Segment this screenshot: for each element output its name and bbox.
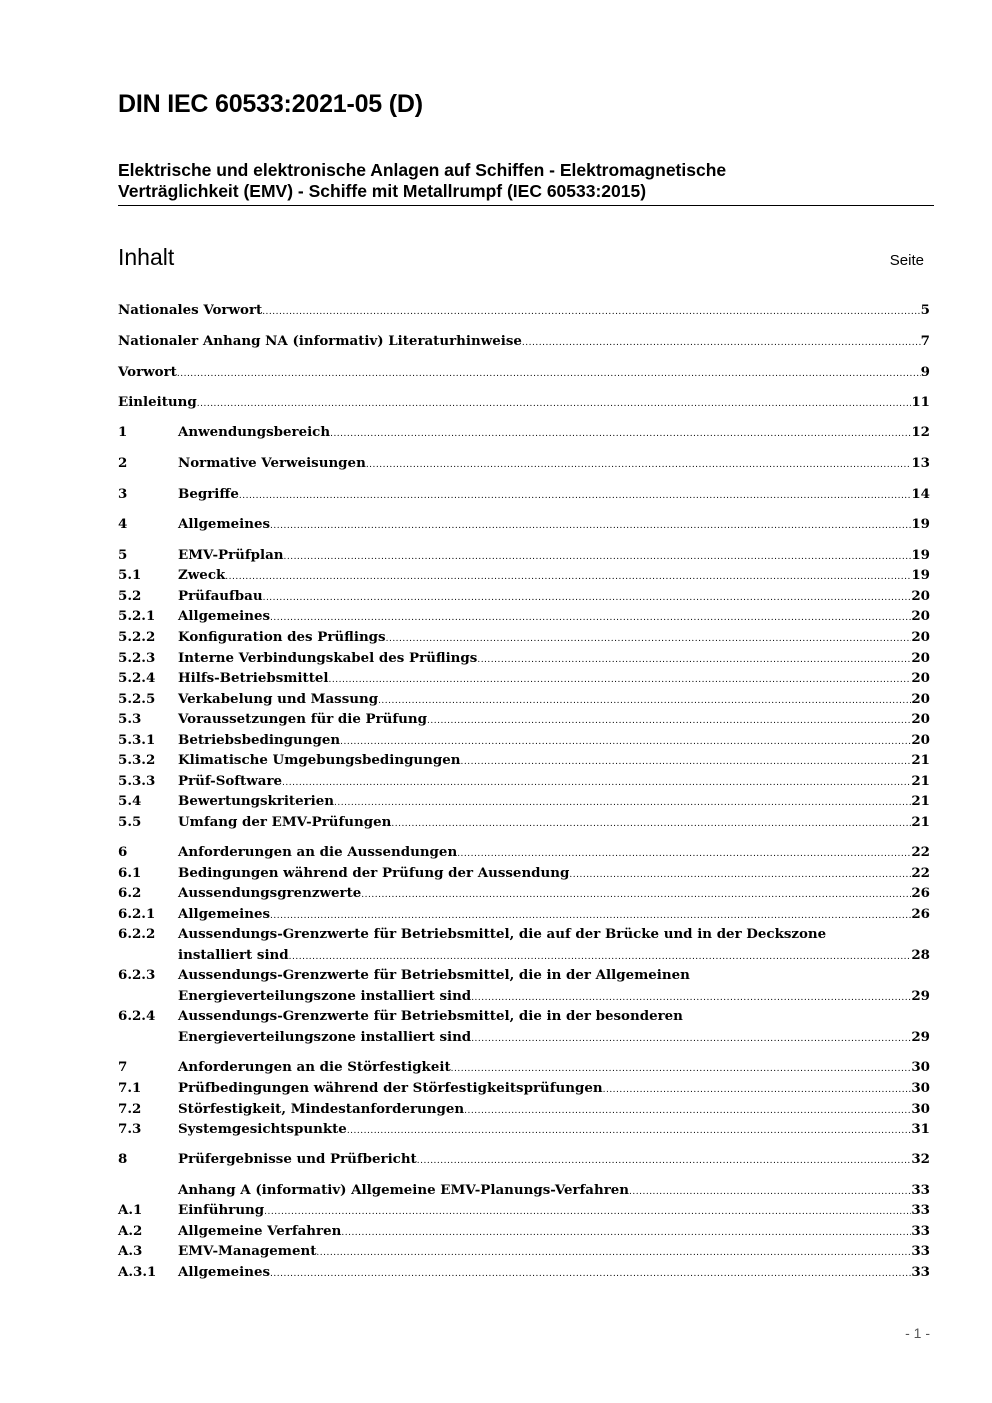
toc-entry-page: 20	[911, 608, 930, 624]
toc-entry[interactable]	[118, 773, 930, 793]
toc-leader-dots	[471, 993, 911, 1003]
toc-entry-title: Allgemeines	[178, 1264, 271, 1280]
toc-entry-title: Anforderungen an die Aussendungen	[178, 844, 458, 860]
toc-entry-title: EMV-Prüfplan	[178, 547, 284, 563]
toc-entry-title: Normative Verweisungen	[178, 455, 366, 471]
toc-entry-title: Allgemeines	[178, 906, 271, 922]
subtitle-line-2: Verträglichkeit (EMV) - Schiffe mit Metallrumpf (IEC 60533:2015)	[118, 181, 647, 201]
toc-leader-dots	[329, 675, 912, 685]
toc-entry-number: 6.2	[118, 885, 142, 901]
toc-entry-page: 19	[911, 547, 930, 563]
toc-entry-page: 5	[920, 302, 930, 318]
toc-entry-page: 28	[911, 947, 930, 963]
toc-entry-page: 21	[911, 814, 930, 830]
toc-leader-dots	[316, 1248, 911, 1258]
toc-entry-title: Störfestigkeit, Mindestanforderungen	[178, 1101, 465, 1117]
toc-leader-dots	[263, 593, 912, 603]
toc-entry-page: 13	[911, 455, 930, 471]
toc-leader-dots	[391, 819, 911, 829]
toc-entry-title: Prüf-Software	[178, 773, 283, 789]
toc-entry[interactable]	[118, 1029, 930, 1049]
toc-entry-title: Allgemeines	[178, 608, 271, 624]
toc-entry-title: Aussendungs-Grenzwerte für Betriebsmittel, die in der besonderen	[178, 1008, 683, 1024]
toc-entry[interactable]	[118, 885, 930, 905]
toc-entry[interactable]	[118, 629, 930, 649]
toc-entry[interactable]	[118, 1008, 930, 1028]
toc-entry[interactable]	[118, 650, 930, 670]
toc-entry[interactable]	[118, 906, 930, 926]
toc-entry-page: 19	[911, 567, 930, 583]
toc-entry-page: 19	[911, 516, 930, 532]
toc-entry-page: 20	[911, 691, 930, 707]
toc-entry-number: 5.4	[118, 793, 142, 809]
toc-entry[interactable]	[118, 752, 930, 772]
toc-entry-page: 31	[911, 1121, 930, 1137]
toc-leader-dots	[629, 1187, 911, 1197]
toc-leader-dots	[417, 1156, 912, 1166]
toc-entry-number: 3	[118, 486, 128, 502]
toc-entry-title: Bewertungskriterien	[178, 793, 335, 809]
toc-entry-page: 22	[911, 844, 930, 860]
toc-entry[interactable]	[118, 364, 930, 384]
toc-entry-number: 6.2.1	[118, 906, 156, 922]
toc-entry-title: Allgemeines	[178, 516, 271, 532]
toc-entry[interactable]	[118, 1202, 930, 1222]
toc-entry-number: 5.1	[118, 567, 142, 583]
toc-entry-page: 26	[911, 885, 930, 901]
toc-entry-page: 33	[911, 1223, 930, 1239]
toc-entry-title: Prüfergebnisse und Prüfbericht	[178, 1151, 417, 1167]
toc-entry-title: Verkabelung und Massung	[178, 691, 379, 707]
toc-entry[interactable]	[118, 1243, 930, 1263]
toc-entry-title: Konfiguration des Prüflings	[178, 629, 386, 645]
toc-entry[interactable]	[118, 865, 930, 885]
toc-entry-page: 21	[911, 793, 930, 809]
toc-entry-title: Prüfaufbau	[178, 588, 263, 604]
toc-entry[interactable]	[118, 1223, 930, 1243]
toc-entry-number: 5.2.2	[118, 629, 156, 645]
toc-entry-number: 8	[118, 1151, 128, 1167]
toc-leader-dots	[283, 552, 911, 562]
toc-entry[interactable]	[118, 691, 930, 711]
toc-leader-dots	[239, 491, 912, 501]
toc-entry-page: 20	[911, 711, 930, 727]
toc-entry-number: 7.3	[118, 1121, 142, 1137]
toc-entry-number: 5.3	[118, 711, 142, 727]
toc-leader-dots	[427, 716, 911, 726]
toc-entry-title: Aussendungsgrenzwerte	[178, 885, 362, 901]
toc-leader-dots	[264, 1207, 911, 1217]
toc-leader-dots	[366, 460, 912, 470]
toc-entry-page: 20	[911, 732, 930, 748]
toc-entry[interactable]	[118, 1101, 930, 1121]
toc-entry[interactable]	[118, 926, 930, 946]
toc-leader-dots	[225, 572, 911, 582]
toc-leader-dots	[386, 634, 912, 644]
toc-entry-number: 5.2.3	[118, 650, 156, 666]
toc-leader-dots	[361, 890, 911, 900]
toc-leader-dots	[270, 613, 911, 623]
toc-entry[interactable]	[118, 394, 930, 414]
toc-entry-title: Umfang der EMV-Prüfungen	[178, 814, 392, 830]
toc-entry[interactable]	[118, 302, 930, 322]
toc-entry-number: 6	[118, 844, 128, 860]
toc-entry-title: Interne Verbindungskabel des Prüflings	[178, 650, 478, 666]
toc-entry-title: Klimatische Umgebungsbedingungen	[178, 752, 461, 768]
toc-leader-dots	[270, 521, 911, 531]
toc-entry-number: 6.1	[118, 865, 142, 881]
toc-entry[interactable]	[118, 1264, 930, 1284]
toc-entry[interactable]	[118, 1080, 930, 1100]
toc-entry[interactable]	[118, 424, 930, 444]
toc-entry-title: Voraussetzungen für die Prüfung	[178, 711, 427, 727]
toc-entry[interactable]	[118, 333, 930, 353]
toc-entry-page: 7	[920, 333, 930, 349]
toc-entry[interactable]	[118, 567, 930, 587]
toc-entry[interactable]	[118, 988, 930, 1008]
toc-entry-page: 30	[911, 1101, 930, 1117]
toc-leader-dots	[461, 757, 912, 767]
toc-entry-title: Energieverteilungszone installiert sind	[178, 1029, 472, 1045]
toc-entry-title: Betriebsbedingungen	[178, 732, 341, 748]
toc-entry-number: A.3.1	[118, 1264, 157, 1280]
toc-leader-dots	[330, 429, 911, 439]
toc-entry-title: Vorwort	[118, 364, 177, 380]
page-number: - 1 -	[905, 1325, 930, 1341]
toc-leader-dots	[378, 696, 911, 706]
toc-entry-page: 29	[911, 988, 930, 1004]
toc-entry-title: Zweck	[178, 567, 226, 583]
toc-leader-dots	[477, 655, 911, 665]
toc-entry-page: 20	[911, 588, 930, 604]
toc-entry[interactable]	[118, 947, 930, 967]
toc-entry[interactable]	[118, 516, 930, 536]
toc-entry[interactable]	[118, 1151, 930, 1171]
toc-entry-number: 1	[118, 424, 128, 440]
toc-entry-page: 26	[911, 906, 930, 922]
toc-entry-page: 29	[911, 1029, 930, 1045]
toc-entry[interactable]	[118, 732, 930, 752]
toc-entry-title: Allgemeine Verfahren	[178, 1223, 342, 1239]
toc-entry[interactable]	[118, 1121, 930, 1141]
toc-entry[interactable]	[118, 844, 930, 864]
toc-entry-number: 4	[118, 516, 128, 532]
toc-entry-title: Energieverteilungszone installiert sind	[178, 988, 472, 1004]
toc-entry-page: 33	[911, 1202, 930, 1218]
document-subtitle	[118, 160, 934, 206]
toc-leader-dots	[270, 911, 911, 921]
subtitle-line-1: Elektrische und elektronische Anlagen auf Schiffen - Elektromagnetische	[118, 160, 727, 180]
toc-leader-dots	[334, 798, 911, 808]
toc-entry[interactable]	[118, 588, 930, 608]
toc-entry-number: 6.2.3	[118, 967, 156, 983]
toc-entry-title: Systemgesichtspunkte	[178, 1121, 347, 1137]
toc-entry-number: 7	[118, 1059, 128, 1075]
toc-entry-page: 21	[911, 773, 930, 789]
toc-entry-page: 20	[911, 670, 930, 686]
toc-entry-title: Aussendungs-Grenzwerte für Betriebsmittel, die in der Allgemeinen	[178, 967, 690, 983]
toc-entry[interactable]	[118, 967, 930, 987]
toc-entry-title: Einleitung	[118, 394, 197, 410]
toc-entry-title: Aussendungs-Grenzwerte für Betriebsmittel, die auf der Brücke und in der Deckszone	[178, 926, 827, 942]
toc-entry-page: 14	[911, 486, 930, 502]
toc-entry-number: 5.3.2	[118, 752, 156, 768]
toc-leader-dots	[451, 1064, 912, 1074]
toc-entry-title: Nationales Vorwort	[118, 302, 263, 318]
toc-leader-dots	[347, 1126, 912, 1136]
toc-entry[interactable]	[118, 1182, 930, 1202]
toc-entry-number: 5.5	[118, 814, 142, 830]
toc-entry-number: 5.2	[118, 588, 142, 604]
toc-leader-dots	[464, 1106, 911, 1116]
toc-entry-page: 22	[911, 865, 930, 881]
toc-leader-dots	[522, 338, 921, 348]
toc-entry-page: 11	[911, 394, 930, 410]
toc-entry-title: Anforderungen an die Störfestigkeit	[178, 1059, 451, 1075]
toc-entry[interactable]	[118, 814, 930, 834]
toc-leader-dots	[569, 870, 911, 880]
document-title: DIN IEC 60533:2021-05 (D)	[118, 90, 423, 118]
toc-entry-number: A.2	[118, 1223, 143, 1239]
toc-entry-number: 7.2	[118, 1101, 142, 1117]
toc-entry-page: 33	[911, 1264, 930, 1280]
toc-entry-number: 7.1	[118, 1080, 142, 1096]
toc-entry-title: installiert sind	[178, 947, 289, 963]
toc-entry-number: 6.2.2	[118, 926, 156, 942]
toc-entry-page: 30	[911, 1059, 930, 1075]
toc-entry-page: 12	[911, 424, 930, 440]
toc-entry-title: Bedingungen während der Prüfung der Aussendung	[178, 865, 570, 881]
toc-leader-dots	[471, 1034, 911, 1044]
toc-entry-title: Anhang A (informativ) Allgemeine EMV-Planungs-Verfahren	[178, 1182, 630, 1198]
toc-entry-number: 5.2.5	[118, 691, 156, 707]
toc-entry[interactable]	[118, 608, 930, 628]
toc-leader-dots	[282, 778, 911, 788]
toc-entry-title: Prüfbedingungen während der Störfestigkeitsprüfungen	[178, 1080, 603, 1096]
toc-leader-dots	[270, 1269, 911, 1279]
toc-entry-number: 5	[118, 547, 128, 563]
toc-entry[interactable]	[118, 547, 930, 567]
toc-entry-number: 6.2.4	[118, 1008, 156, 1024]
toc-entry-title: Einführung	[178, 1202, 265, 1218]
toc-entry-number: 5.2.4	[118, 670, 156, 686]
toc-leader-dots	[341, 1228, 911, 1238]
toc-leader-dots	[262, 307, 920, 317]
toc-entry-page: 21	[911, 752, 930, 768]
toc-entry-title: Anwendungsbereich	[178, 424, 331, 440]
toc-leader-dots	[340, 737, 911, 747]
toc-entry-number: 5.3.1	[118, 732, 156, 748]
toc-leader-dots	[177, 369, 921, 379]
toc-entry-number: 2	[118, 455, 128, 471]
toc-entry-number: A.1	[118, 1202, 143, 1218]
toc-entry-title: EMV-Management	[178, 1243, 317, 1259]
toc-entry-number: A.3	[118, 1243, 143, 1259]
toc-heading: Inhalt	[118, 244, 175, 270]
toc-entry[interactable]	[118, 793, 930, 813]
toc-leader-dots	[197, 399, 912, 409]
toc-entry-title: Begriffe	[178, 486, 239, 502]
toc-entry-title: Nationaler Anhang NA (informativ) Literaturhinweise	[118, 333, 522, 349]
toc-entry-page: 30	[911, 1080, 930, 1096]
toc-entry-number: 5.3.3	[118, 773, 156, 789]
toc-entry-page: 20	[911, 650, 930, 666]
toc-entry-number: 5.2.1	[118, 608, 156, 624]
toc-entry-page: 20	[911, 629, 930, 645]
toc-leader-dots	[603, 1085, 912, 1095]
toc-entry-page: 32	[911, 1151, 930, 1167]
toc-entry-page: 33	[911, 1182, 930, 1198]
toc-leader-dots	[289, 952, 912, 962]
toc-entry[interactable]	[118, 455, 930, 475]
toc-entry[interactable]	[118, 486, 930, 506]
toc-entry[interactable]	[118, 1059, 930, 1079]
toc-entry-title: Hilfs-Betriebsmittel	[178, 670, 329, 686]
toc-entry[interactable]	[118, 670, 930, 690]
toc-entry-page: 9	[920, 364, 930, 380]
toc-leader-dots	[457, 849, 911, 859]
page-column-label: Seite	[889, 252, 924, 269]
toc-entry-page: 33	[911, 1243, 930, 1259]
toc-entry[interactable]	[118, 711, 930, 731]
